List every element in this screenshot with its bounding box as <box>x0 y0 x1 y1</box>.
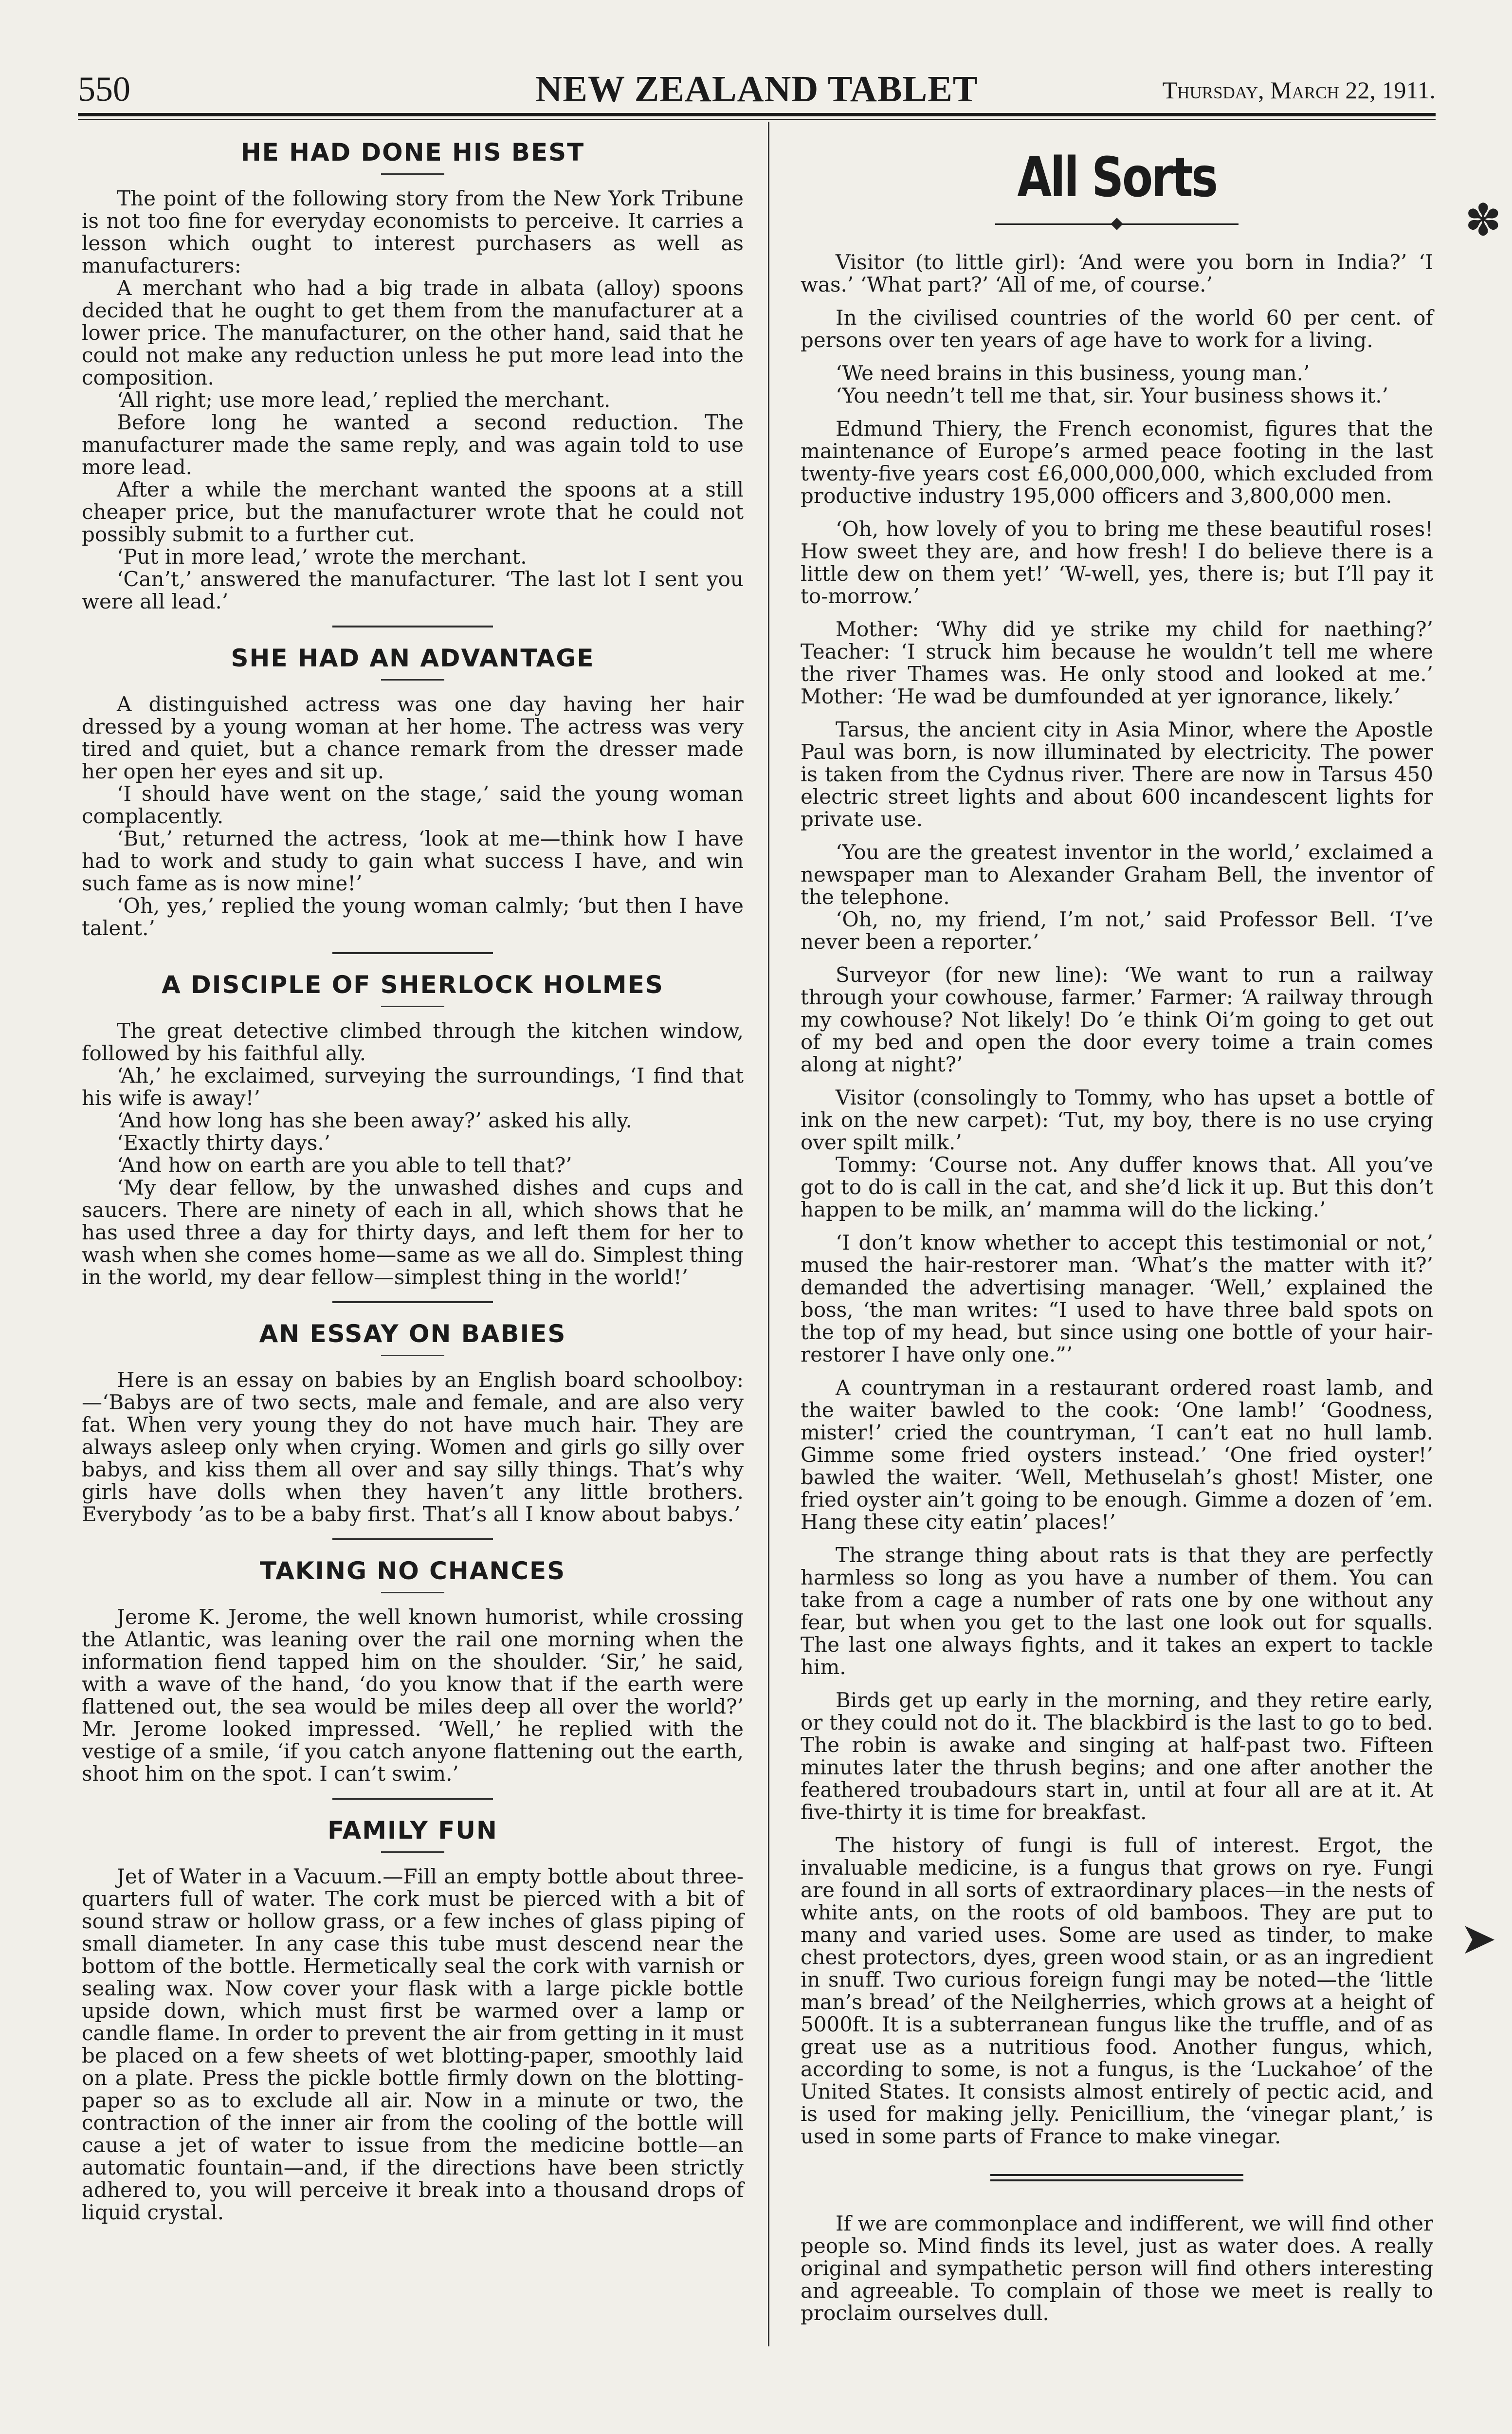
heading-rule <box>381 1851 444 1853</box>
article-paragraph: Jerome K. Jerome, the well known humorist, while crossing the Atlantic, was leaning over the rail one morning when the information fiend tapped him on the shoulder. ‘Sir,’ he said, with a wave of the hand, ‘do you know that if the earth were flattened out, the sea would be miles deep all over the world?’ Mr. Jerome looked impressed. ‘Well,’ he replied with the vestige of a smile, ‘if you catch anyone flattening out the earth, shoot him on the spot. I can’t swim.’ <box>82 1605 744 1786</box>
right-column <box>801 127 1433 2324</box>
anecdote-paragraph: Visitor (to little girl): ‘And were you born in India?’ ‘I was.’ ‘What part?’ ‘All of me, of course.’ <box>801 250 1433 296</box>
article-paragraph: ‘Can’t,’ answered the manufacturer. ‘The last lot I sent you were all lead.’ <box>82 567 744 613</box>
anecdote <box>801 1232 1433 1366</box>
anecdote-paragraph: ‘You are the greatest inventor in the world,’ exclaimed a newspaper man to Alexander Graham Bell, the inventor of the telephone. <box>801 840 1433 909</box>
anecdote-paragraph: Mother: ‘Why did ye strike my child for naething?’ Teacher: ‘I struck him because he wouldn’t tell me where the river Thames was. He only stood and looked at me.’ Mother: ‘He wad be dumfounded at yer ignorance, likely.’ <box>801 617 1433 708</box>
article-body <box>82 1606 744 1785</box>
article-paragraph: A distinguished actress was one day having her hair dressed by a young woman at her home. The actress was very tired and quiet, but a chance remark from the dresser made her open her eyes and sit up. <box>82 692 744 783</box>
anecdote <box>801 1377 1433 1533</box>
article-section <box>82 1320 744 1540</box>
article-paragraph: ‘And how long has she been away?’ asked his ally. <box>117 1108 632 1132</box>
margin-mark-icon: ✽ <box>1465 195 1502 246</box>
article-paragraph: ‘Put in more lead,’ wrote the merchant. <box>117 545 527 569</box>
article-heading: SHE HAD AN ADVANTAGE <box>231 644 595 672</box>
article-heading: A DISCIPLE OF SHERLOCK HOLMES <box>162 971 664 999</box>
anecdote <box>801 418 1433 507</box>
article-heading: AN ESSAY ON BABIES <box>259 1320 566 1348</box>
anecdote-paragraph: ‘We need brains in this business, young man.’ <box>836 361 1310 385</box>
article-paragraph: ‘All right; use more lead,’ replied the merchant. <box>117 388 611 412</box>
article-heading: TAKING NO CHANCES <box>259 1557 566 1585</box>
anecdote <box>801 719 1433 830</box>
double-rule-line <box>990 2174 1243 2176</box>
anecdote-paragraph: Surveyor (for new line): ‘We want to run a railway through your cowhouse, farmer.’ Farmer: ‘A railway through my cowhouse? Not likely! Do ’e think Oi’m going to get out of my bed and open the door every toime a train comes along at night?’ <box>801 963 1433 1076</box>
margin-mark-icon: ➤ <box>1460 1913 1497 1964</box>
issue-date: Thursday, March 22, 1911. <box>1162 76 1436 104</box>
article-heading: HE HAD DONE HIS BEST <box>240 138 585 166</box>
anecdote-paragraph: Tarsus, the ancient city in Asia Minor, where the Apostle Paul was born, is now illuminated by electricity. The power is taken from the Cydnus river. There are now in Tarsus 450 electric street lights and about 600 incandescent lights for private use. <box>801 718 1433 831</box>
anecdote-paragraph: The history of fungi is full of interest. Ergot, the invaluable medicine, is a fungus that grows on rye. Fungi are found in all sorts of extraordinary places—in the nests of white ants, on the roots of old bamboos. They are put to many and varied uses. Some are used as tinder, to make chest protectors, dyes, green wood stain, or as an ingredient in snuff. Two curious foreign fungi may be noted—the ‘little man’s bread’ of the Neilgherries, which grows at a height of 5000ft. It is a subterranean fungus like the truffle, and of as great use as a nutritious food. Another fungus, which, according to some, is not a fungus, is the ‘Luckahoe’ of the United States. It consists almost entirely of pectic acid, and is used for making jelly. Penicillium, the ‘vinegar plant,’ is used in some parts of France to make vinegar. <box>801 1833 1433 2148</box>
article-section <box>82 644 744 954</box>
anecdote <box>801 1689 1433 1824</box>
anecdote-paragraph: ‘Oh, how lovely of you to bring me these beautiful roses! How sweet they are, and how fresh! I do believe there is a little dew on them yet!’ ‘W-well, yes, there is; but I’ll pay it to-morrow.’ <box>801 517 1433 608</box>
article-paragraph: The great detective climbed through the kitchen window, followed by his faithful ally. <box>82 1019 744 1065</box>
section-divider <box>332 1538 493 1540</box>
double-rule-line <box>990 2179 1243 2181</box>
anecdote-paragraph: Birds get up early in the morning, and they retire early, or they could not do it. The blackbird is the last to go to bed. The robin is awake and singing at half-past two. Fifteen minutes later the thrush begins; and one after another the feathered troubadours start in, until at four all are at it. At five-thirty it is time for breakfast. <box>801 1688 1433 1824</box>
anecdote-paragraph: Tommy: ‘Course not. Any duffer knows that. All you’ve got to do is call in the cat, and she’d lick it up. But this don’t happen to be milk, an’ mamma will do the licking.’ <box>801 1153 1433 1221</box>
anecdote-paragraph: In the civilised countries of the world 60 per cent. of persons over ten years of age have to work for a living. <box>801 306 1433 352</box>
anecdote-paragraph: ‘Oh, no, my friend, I’m not,’ said Professor Bell. ‘I’ve never been a reporter.’ <box>801 907 1433 954</box>
anecdote <box>801 251 1433 296</box>
article-section <box>82 1557 744 1800</box>
article-paragraph: ‘Oh, yes,’ replied the young woman calmly; ‘but then I have talent.’ <box>82 894 744 940</box>
closing-paragraph <box>801 2213 1433 2324</box>
article-paragraph: The point of the following story from the New York Tribune is not too fine for everyday economists to perceive. It carries a lesson which ought to interest purchasers as well as manufacturers: <box>82 186 744 277</box>
anecdote <box>801 964 1433 1076</box>
anecdote-paragraph: A countryman in a restaurant ordered roast lamb, and the waiter bawled to the cook: ‘One lamb!’ ‘Goodness, mister!’ cried the countryman, ‘I can’t eat no hull lamb. Gimme some fried oysters instead.’ ‘One fried oyster!’ bawled the waiter. ‘Well, Methuselah’s ghost! Mister, one fried oyster ain’t going to be enough. Gimme a dozen of ’em. Hang these city eatin’ places!’ <box>801 1376 1433 1534</box>
article-paragraph: Jet of Water in a Vacuum.—Fill an empty bottle about three-quarters full of water. The cork must be pierced with a bit of sound straw or hollow grass, or a few inches of glass piping of small diameter. In any case this tube must descend near the bottom of the bottle. Hermetically seal the cork with varnish or sealing wax. Now cover your flask with a large pickle bottle upside down, which must first be warmed over a lamp or candle flame. In order to prevent the air from getting in it must be placed on a few sheets of wet blotting-paper, smoothly laid on a plate. Press the pickle bottle firmly down on the blotting-paper so as to exclude all air. Now in a minute or two, the contraction of the inner air from the cooling of the bottle will cause a jet of water to issue from the medicine bottle—an automatic fountain—and, if the directions have been strictly adhered to, you will perceive it break into a thousand drops of liquid crystal. <box>82 1864 744 2224</box>
diamond-ornament <box>1111 218 1123 230</box>
masthead-rule-thin <box>78 119 1436 120</box>
diamond-rule <box>995 218 1239 230</box>
article-section <box>82 138 744 627</box>
anecdote <box>801 307 1433 351</box>
article-paragraph: ‘My dear fellow, by the unwashed dishes and cups and saucers. There are ninety of each in all, which shows that he has used three a day for thirty days, and left them for her to wash when she comes home—same as we all do. Simplest thing in the world, my dear fellow—simplest thing in the world!’ <box>82 1176 744 1289</box>
anecdote <box>801 841 1433 953</box>
all-sorts-title: All Sorts <box>1017 146 1217 209</box>
double-rule <box>990 2174 1243 2181</box>
article-section <box>82 1816 744 2224</box>
article-body <box>82 1369 744 1526</box>
anecdote-paragraph: Edmund Thiery, the French economist, figures that the maintenance of Europe’s armed peace footing in the last twenty-five years cost £6,000,000,000, which excluded from productive industry 195,000 officers and 3,800,000 men. <box>801 417 1433 508</box>
article-paragraph: ‘And how on earth are you able to tell that?’ <box>117 1153 572 1177</box>
article-paragraph: ‘Exactly thirty days.’ <box>117 1131 330 1155</box>
article-body <box>82 187 744 613</box>
anecdote-paragraph: The strange thing about rats is that they are perfectly harmless so long as you have a number of them. You can take from a cage a number of rats one by one without any fear, but when you get to the last one look out for squalls. The last one always fights, and it takes an expert to tackle him. <box>801 1543 1433 1679</box>
anecdote <box>801 518 1433 608</box>
anecdote-paragraph: Visitor (consolingly to Tommy, who has upset a bottle of ink on the new carpet): ‘Tut, my boy, there is no use crying over spilt milk.’ <box>801 1086 1433 1154</box>
article-section <box>82 971 744 1303</box>
article-paragraph: A merchant who had a big trade in albata (alloy) spoons decided that he ought to get them from the manufacturer at a lower price. The manufacturer, on the other hand, said that he could not make any reduction unless he put more lead into the composition. <box>82 276 744 389</box>
article-body <box>82 1020 744 1289</box>
page-number: 550 <box>78 70 130 109</box>
section-divider <box>332 1798 493 1800</box>
anecdote <box>801 1834 1433 2148</box>
anecdote <box>801 1087 1433 1221</box>
anecdote-list <box>801 251 1433 2148</box>
anecdote-paragraph: ‘I don’t know whether to accept this testimonial or not,’ mused the hair-restorer man. ‘What’s the matter with it?’ demanded the advertising manager. ‘Well,’ explained the boss, ‘the man writes: “I used to have three bald spots on the top of my head, but since using one bottle of your hair-restorer I have only one.”’ <box>801 1231 1433 1366</box>
masthead-rule-thick <box>78 113 1436 116</box>
masthead <box>78 68 1436 115</box>
article-heading: FAMILY FUN <box>328 1816 498 1844</box>
heading-rule <box>381 1355 444 1356</box>
heading-rule <box>381 1006 444 1007</box>
anecdote <box>801 362 1433 407</box>
left-column <box>82 127 744 2240</box>
anecdote <box>801 1544 1433 1678</box>
anecdote-paragraph: ‘You needn’t tell me that, sir. Your business shows it.’ <box>836 384 1388 407</box>
heading-rule <box>381 679 444 681</box>
anecdote <box>801 618 1433 708</box>
heading-rule <box>381 173 444 175</box>
section-divider <box>332 1301 493 1303</box>
article-body <box>82 1865 744 2224</box>
article-paragraph: ‘But,’ returned the actress, ‘look at me—think how I have had to work and study to gain what success I have, and win such fame as is now mine!’ <box>82 827 744 895</box>
article-paragraph: After a while the merchant wanted the spoons at a still cheaper price, but the manufacturer wrote that he could not possibly submit to a further cut. <box>82 478 744 546</box>
article-paragraph: ‘I should have went on the stage,’ said the young woman complacently. <box>82 782 744 828</box>
section-divider <box>332 952 493 954</box>
article-paragraph: ‘Ah,’ he exclaimed, surveying the surroundings, ‘I find that his wife is away!’ <box>82 1064 744 1110</box>
newspaper-title: NEW ZEALAND TABLET <box>535 69 978 110</box>
section-divider <box>332 626 493 627</box>
article-paragraph: Before long he wanted a second reduction. The manufacturer made the same reply, and was again told to use more lead. <box>82 410 744 479</box>
article-body <box>82 693 744 940</box>
heading-rule <box>381 1592 444 1593</box>
article-paragraph: Here is an essay on babies by an English board schoolboy:—‘Babys are of two sects, male and female, and are also very fat. When very young they do not have much hair. They are always asleep only when crying. Women and girls go silly over babys, and kiss them all over and say silly things. That’s why girls have dolls when they haven’t any little brothers. Everybody ’as to be a baby first. That’s all I know about babys.’ <box>82 1368 744 1526</box>
column-divider <box>768 122 769 2346</box>
closing-text: If we are commonplace and indifferent, we will find other people so. Mind finds its level, just as water does. A really original and sympathetic person will find others interesting and agreeable. To complain of those we meet is really to proclaim ourselves dull. <box>801 2212 1433 2325</box>
